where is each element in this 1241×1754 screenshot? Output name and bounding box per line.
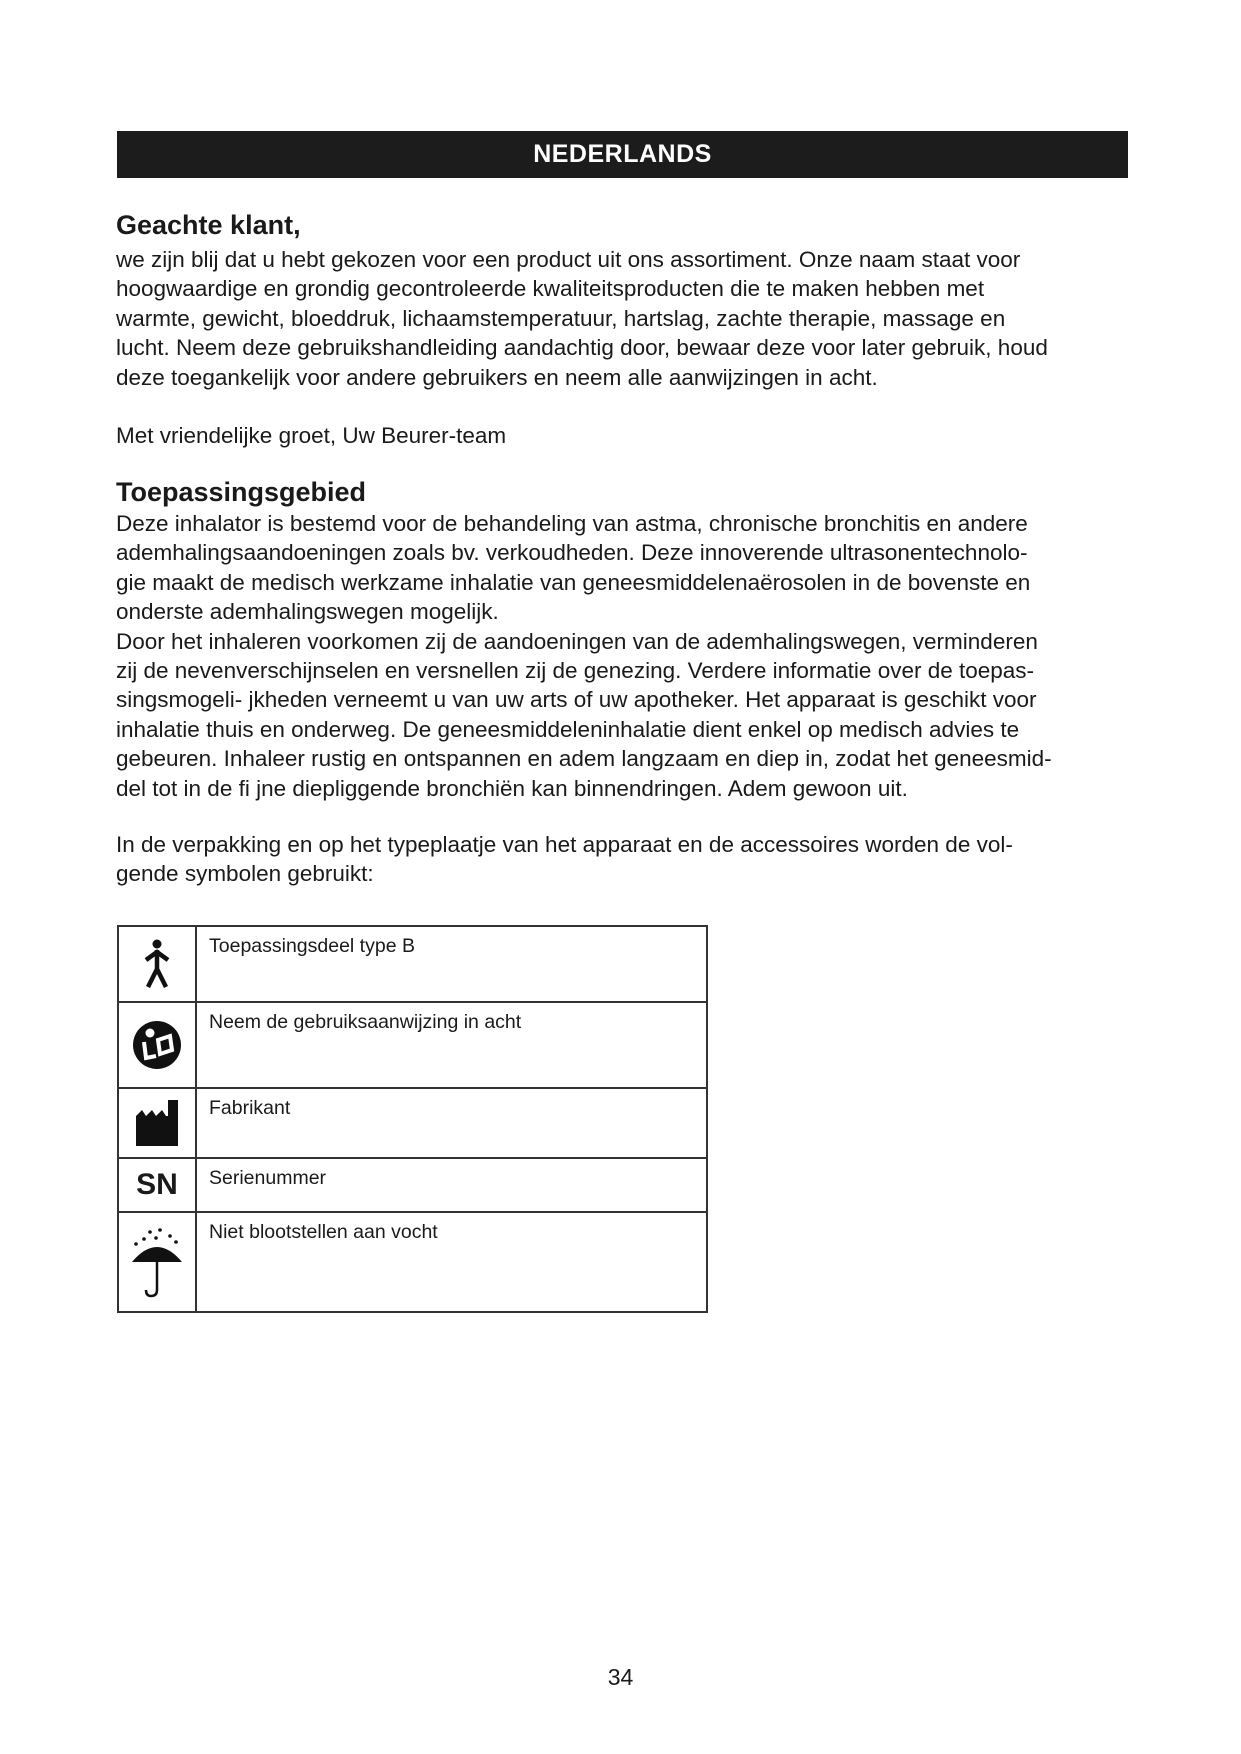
- text-line: del tot in de fi jne diepliggende bronchiën kan binnendringen. Adem gewoon uit.: [116, 775, 908, 801]
- manufacturer-icon: [118, 1088, 196, 1158]
- table-row: [118, 1212, 707, 1312]
- symbols-table: [117, 925, 708, 1313]
- symbol-label: Toepassingsdeel type B: [196, 926, 707, 1002]
- application-heading: Toepassingsgebied: [116, 477, 367, 507]
- text-line: warmte, gewicht, bloeddruk, lichaamstemperatuur, hartslag, zachte therapie, massage en: [116, 305, 1006, 331]
- text-line: gende symbolen gebruikt:: [116, 861, 374, 887]
- language-header: NEDERLANDS: [117, 131, 1128, 178]
- text-line: lucht. Neem deze gebruikshandleiding aandachtig door, bewaar deze voor later gebruik, houd: [116, 335, 1048, 361]
- text-line: In de verpakking en op het typeplaatje van het apparaat en de accessoires worden de vol-: [116, 832, 1013, 857]
- text-line: Door het inhaleren voorkomen zij de aandoeningen van de ademhalingswegen, verminderen: [116, 628, 1038, 654]
- greeting-heading: Geachte klant,: [116, 210, 301, 240]
- application-paragraph: [116, 509, 1136, 803]
- table-row: [118, 1088, 707, 1158]
- text-line: gie maakt de medisch werkzame inhalatie van geneesmiddelenaërosolen in de bovenste en: [116, 569, 1031, 595]
- text-line: zij de nevenverschijnselen en versnellen zij de genezing. Verdere informatie over de toepas-: [116, 658, 1035, 684]
- symbol-label: Neem de gebruiksaanwijzing in acht: [196, 1002, 707, 1088]
- table-row: [118, 1002, 707, 1088]
- applied-part-type-b-icon: [118, 926, 196, 1002]
- text-line: we zijn blij dat u hebt gekozen voor een product uit ons assortiment. Onze naam staat voor: [116, 247, 1021, 272]
- symbol-label: Niet blootstellen aan vocht: [196, 1212, 707, 1312]
- text-line: deze toegankelijk voor andere gebruikers en neem alle aanwijzingen in acht.: [116, 364, 878, 390]
- read-instructions-icon: [118, 1002, 196, 1088]
- symbols-intro: [116, 830, 1136, 889]
- symbol-label: Fabrikant: [196, 1088, 707, 1158]
- text-line: ademhalingsaandoeningen zoals bv. verkoudheden. Deze innoverende ultrasonentechnolo-: [116, 540, 1028, 566]
- text-line: hoogwaardige en grondig gecontroleerde kwaliteitsproducten die te maken hebben met: [116, 276, 985, 302]
- text-line: singsmogeli- jkheden verneemt u van uw arts of uw apotheker. Het apparaat is geschikt voor: [116, 687, 1037, 713]
- symbol-label: Serienummer: [196, 1158, 707, 1212]
- signoff: Met vriendelijke groet, Uw Beurer-team: [116, 423, 507, 448]
- text-line: inhalatie thuis en onderweg. De geneesmiddeleninhalatie dient enkel op medisch advies te: [116, 716, 1020, 742]
- table-row: [118, 926, 707, 1002]
- text-line: gebeuren. Inhaleer rustig en ontspannen en adem langzaam en diep in, zodat het geneesmid-: [116, 746, 1052, 772]
- page-number: 34: [607, 1664, 634, 1690]
- table-row: [118, 1158, 707, 1212]
- greeting-paragraph: [116, 245, 1136, 392]
- serial-number-icon: SN: [118, 1158, 196, 1212]
- text-line: onderste ademhalingswegen mogelijk.: [116, 599, 499, 625]
- keep-dry-icon: [118, 1212, 196, 1312]
- text-line: Deze inhalator is bestemd voor de behandeling van astma, chronische bronchitis en andere: [116, 511, 1028, 536]
